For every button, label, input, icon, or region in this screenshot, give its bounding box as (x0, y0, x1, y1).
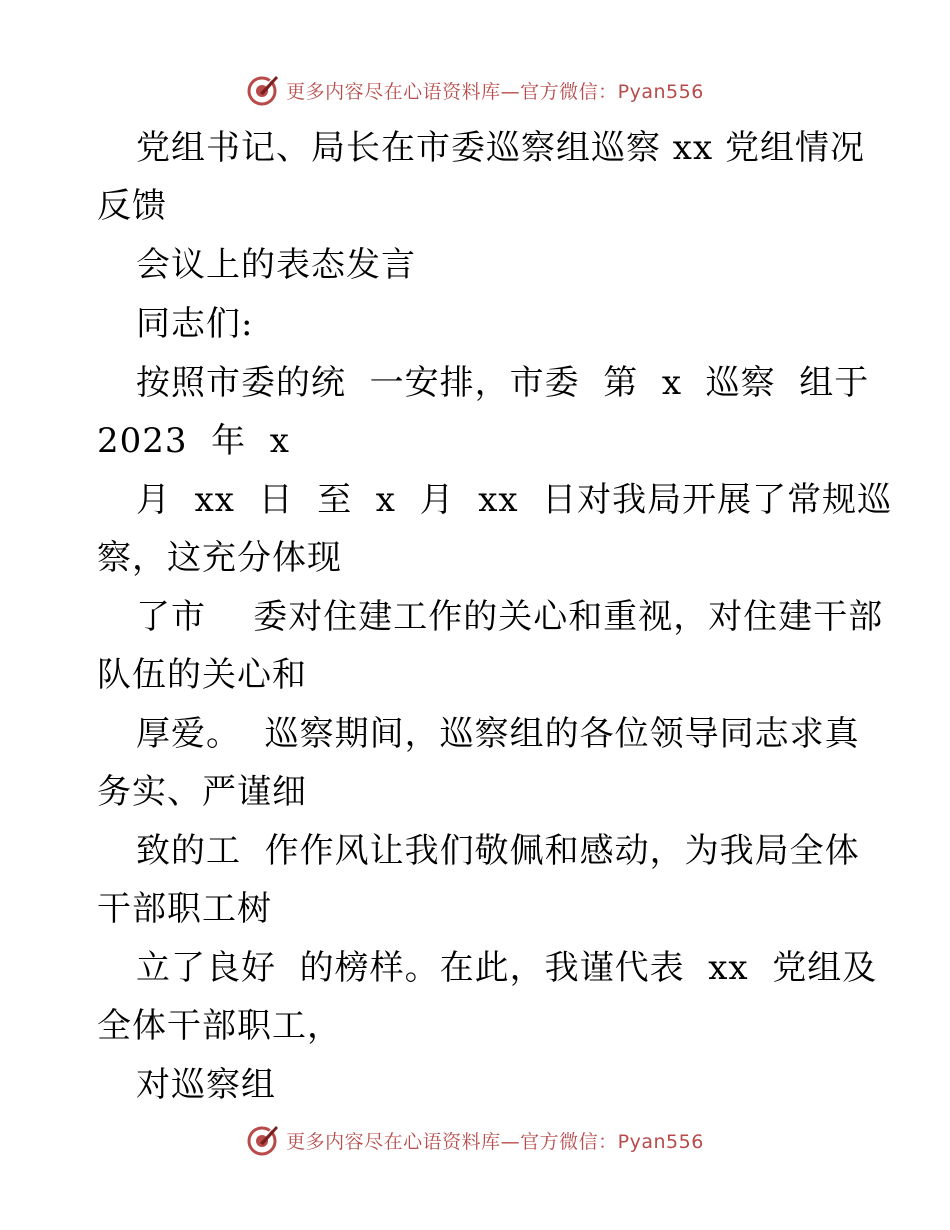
salutation-line: 同志们: (136, 304, 254, 344)
subtitle-line: 会议上的表态发言 (136, 245, 416, 285)
footer-banner (0, 1120, 950, 1160)
paragraph-line: 务实、严谨细 (97, 772, 307, 812)
paragraph-line: 了市 委对住建工作的关心和重视，对住建干部 (136, 597, 884, 637)
header-banner-text: 更多内容尽在心语资料库—官方微信：Pyan556 (286, 80, 704, 103)
quill-seal-logo-icon (246, 1123, 280, 1157)
title-line-1: 党组书记、局长在市委巡察组巡察 xx 党组情况 (136, 128, 865, 168)
paragraph-line: 月 xx 日 至 x 月 xx 日对我局开展了常规巡 (136, 480, 893, 520)
paragraph-line: 按照市委的统 一安排，市委 第 x 巡察 组于 (136, 363, 870, 403)
paragraph-line: 干部职工树 (97, 889, 272, 929)
paragraph-line: 致的工 作作风让我们敬佩和感动，为我局全体 (136, 831, 860, 871)
paragraph-line: 对巡察组 (136, 1065, 276, 1105)
footer-banner-text: 更多内容尽在心语资料库—官方微信：Pyan556 (286, 1130, 704, 1153)
paragraph-line: 队伍的关心和 (97, 655, 307, 695)
paragraph-line: 察，这充分体现 (97, 538, 342, 578)
paragraph-line: 厚爱。 巡察期间，巡察组的各位领导同志求真 (136, 714, 860, 754)
paragraph-line: 立了良好 的榜样。在此，我谨代表 xx 党组及 (136, 948, 878, 988)
paragraph-line: 2023 年 x (97, 421, 290, 461)
title-line-2: 反馈 (97, 186, 167, 226)
paragraph-line: 全体干部职工， (97, 1006, 342, 1046)
